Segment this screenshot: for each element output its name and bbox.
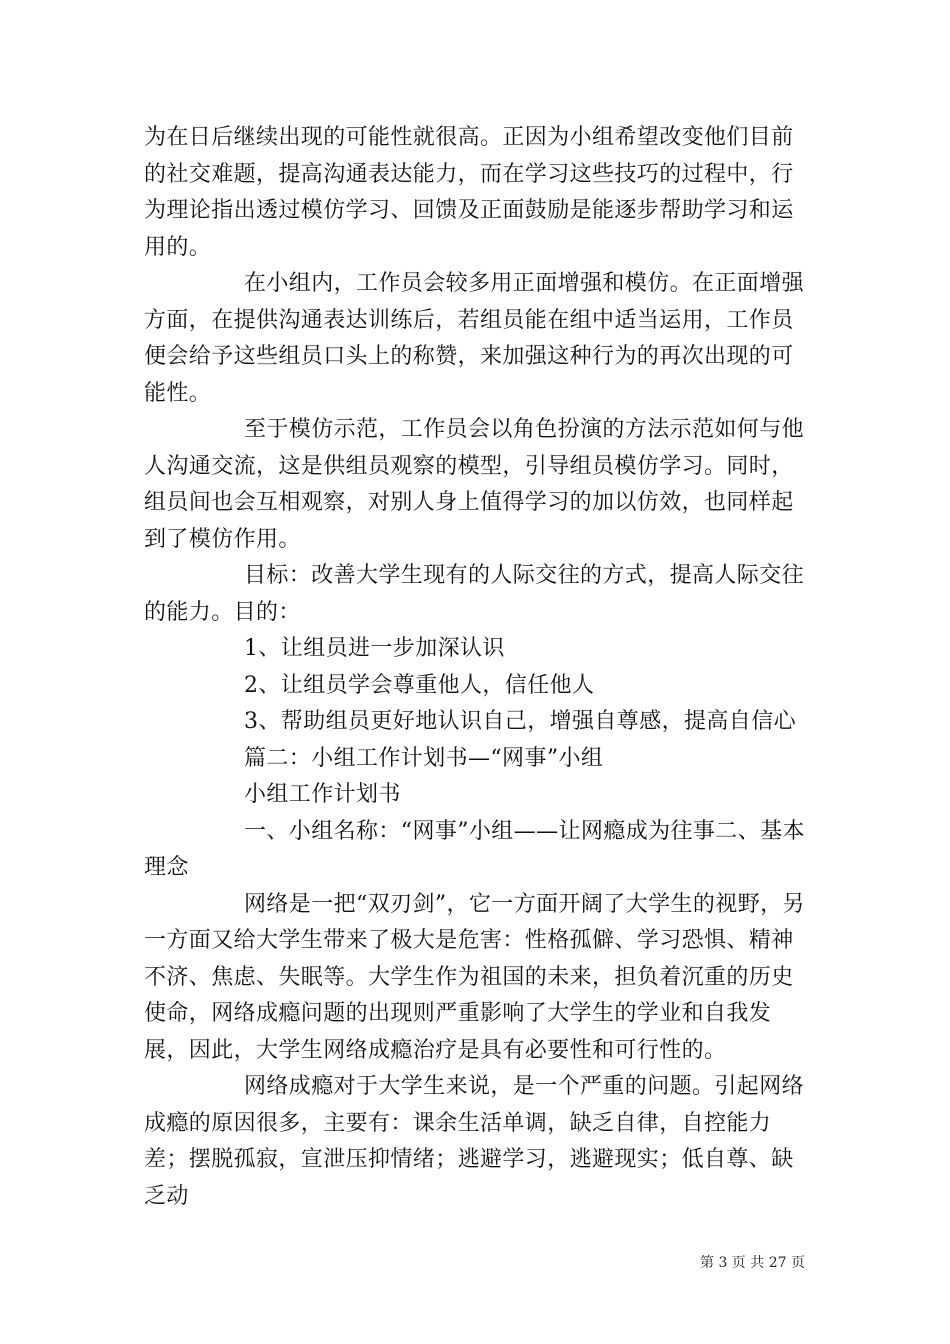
page-footer: 第 3 页 共 27 页	[700, 1255, 805, 1271]
list-item: 1、让组员进一步加深认识	[244, 636, 505, 661]
paragraph-addiction-causes: 网络成瘾对于大学生来说，是一个严重的问题。引起网络成瘾的原因很多，主要有：课余生活单调，缺乏自律，自控能力差；摆脱孤寂，宣泄压抑情绪；逃避学习，逃避现实；低自尊、缺乏动	[144, 1074, 805, 1209]
document-body	[144, 120, 810, 1215]
section-title: 篇二：小组工作计划书—“网事”小组	[244, 745, 604, 771]
paragraph-goals: 目标：改善大学生现有的人际交往的方式，提高人际交往的能力。目的：	[144, 563, 805, 625]
paragraph-group-name: 一、小组名称：“网事”小组——让网瘾成为往事二、基本理念	[144, 818, 805, 880]
list-item: 3、帮助组员更好地认识自己，增强自尊感，提高自信心	[244, 709, 796, 734]
paragraph-internet-double-edged: 网络是一把“双刃剑”，它一方面开阔了大学生的视野，另一方面又给大学生带来了极大是危害：性格孤僻、学习恐惧、精神不济、焦虑、失眠等。大学生作为祖国的未来，担负着沉重的历史使命，网络成瘾问题的出现则严重影响了大学生的学业和自我发展，因此，大学生网络成瘾治疗是具有必要性和可行性的。	[144, 891, 805, 1063]
paragraph-behavior-theory: 为在日后继续出现的可能性就很高。正因为小组希望改变他们目前的社交难题，提高沟通表达能力，而在学习这些技巧的过程中，行为理论指出透过模仿学习、回馈及正面鼓励是能逐步帮助学习和运用的。	[144, 125, 794, 260]
paragraph-modeling: 至于模仿示范，工作员会以角色扮演的方法示范如何与他人沟通交流，这是供组员观察的模型，引导组员模仿学习。同时，组员间也会互相观察，对别人身上值得学习的加以仿效，也同样起到了模仿作用。	[144, 417, 805, 552]
list-item: 2、让组员学会尊重他人，信任他人	[244, 672, 595, 698]
doc-title: 小组工作计划书	[244, 782, 401, 807]
paragraph-positive-reinforcement: 在小组内，工作员会较多用正面增强和模仿。在正面增强方面，在提供沟通表达训练后，若组员能在组中适当运用，工作员便会给予这些组员口头上的称赞，来加强这种行为的再次出现的可能性。	[144, 271, 805, 406]
